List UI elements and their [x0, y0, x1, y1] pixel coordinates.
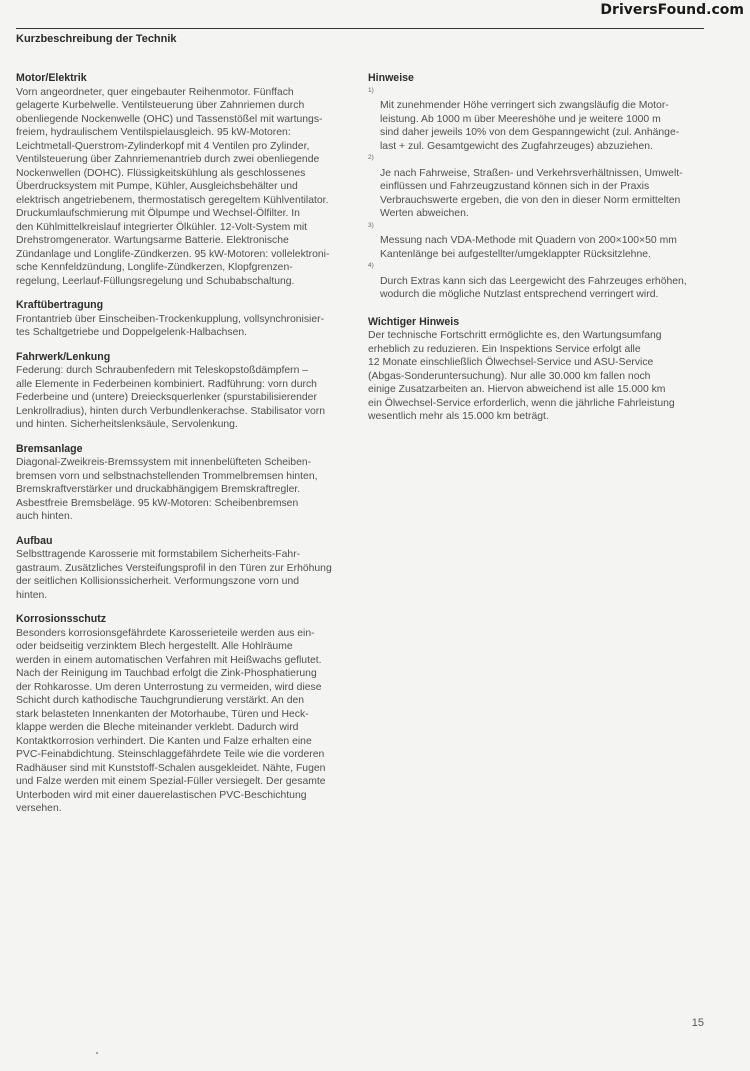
page-title: Kurzbeschreibung der Technik	[16, 33, 177, 45]
footnote	[368, 221, 704, 262]
right-column	[368, 72, 704, 435]
footnote-text: Durch Extras kann sich das Leergewicht des Fahrzeuges erhöhen, wodurch die mögliche Nutzlast entsprechend verringert wird.	[380, 275, 687, 300]
footnote	[368, 261, 704, 302]
footnote-text: Messung nach VDA-Methode mit Quadern von 200×100×50 mm Kantenlänge bei aufgestellter/umgeklappter Rücksitzlehne.	[380, 235, 677, 260]
page-number: 15	[691, 1017, 704, 1029]
footnote-marker: 1)	[368, 86, 374, 94]
section-kraftuebertragung	[16, 299, 354, 340]
left-column	[16, 72, 354, 827]
section-fahrwerk-lenkung	[16, 351, 354, 432]
section-hinweise	[368, 72, 704, 302]
scan-speck	[96, 1052, 98, 1054]
section-text: Diagonal-Zweikreis-Bremssystem mit innenbelüfteten Scheiben- bremsen vorn und selbstnachstellenden Trommelbremsen hinten, Bremskraftverstärker und druckabhängigem Bremskraftregler. Asbestfreie Bremsbeläge. 95 kW-Motoren: Scheibenbremsen auch hinten.	[16, 457, 318, 522]
site-watermark: DriversFound.com	[600, 2, 744, 18]
section-bremsanlage	[16, 443, 354, 524]
section-text: Der technische Fortschritt ermöglichte es, den Wartungsumfang erheblich zu reduzieren. Ein Inspektions Service erfolgt alle 12 Monate einschließlich Ölwechsel-Service und ASU-Service (Abgas-Sonderuntersuchung). Nur alle 30.000 km fallen noch einige Zusatzarbeiten an. Hiervon abweichend ist alle 15.000 km ein Ölwechsel-Service erforderlich, wenn die jährliche Fahrleistung wesentlich mehr als 15.000 km beträgt.	[368, 330, 675, 422]
section-heading: Aufbau	[16, 534, 53, 547]
section-heading: Motor/Elektrik	[16, 72, 87, 84]
footnote-marker: 3)	[368, 221, 374, 229]
footnote-text: Je nach Fahrweise, Straßen- und Verkehrsverhältnissen, Umwelt- einflüssen und Fahrzeugzustand können sich in der Praxis Verbrauchswerte ergeben, die von den in dieser Norm ermittelten Werten abweichen.	[380, 167, 683, 219]
footnote	[368, 86, 704, 154]
section-text: Besonders korrosionsgefährdete Karosserieteile werden aus ein- oder beidseitig verzinktem Blech hergestellt. Alle Hohlräume werden in einem automatischen Verfahren mit Heißwachs geflutet. Nach der Reinigung im Tauchbad erfolgt die Zink-Phosphatierung der Rohkarosse. Um deren Unterrostung zu vermeiden, wird diese Schicht durch kathodische Tauchgrundierung verstärkt. An den stark belasteten Innenkanten der Motorhaube, Türen und Heck- klappe werden die Bleche miteinander verklebt. Dadurch wird Kontaktkorrosion verhindert. Die Kanten und Falze erhalten eine PVC-Feinabdichtung. Steinschlaggefährdete Teile wie die vorderen Radhäuser sind mit Kunststoff-Schalen ausgekleidet. Nähte, Fugen und Falze werden mit einem Spezial-Füller versiegelt. Der gesamte Unterboden wird mit einer dauerelastischen PVC-Beschichtung versehen.	[16, 627, 326, 814]
section-text: Selbsttragende Karosserie mit formstabilem Sicherheits-Fahr- gastraum. Zusätzliches Versteifungsprofil in den Türen zur Erhöhung der seitlichen Kollisionssicherheit. Verformungszone vorn und hinten.	[16, 549, 332, 601]
section-heading: Korrosionsschutz	[16, 613, 107, 625]
section-text: Frontantrieb über Einscheiben-Trockenkupplung, vollsynchronisier- tes Schaltgetriebe und Doppelgelenk-Halbachsen.	[16, 313, 325, 338]
section-aufbau	[16, 535, 354, 603]
footnote	[368, 153, 704, 221]
section-motor-elektrik	[16, 72, 354, 288]
footnote-marker: 2)	[368, 154, 374, 161]
footnote-marker: 4)	[368, 262, 374, 269]
section-heading: Hinweise	[368, 72, 414, 84]
section-text: Federung: durch Schraubenfedern mit Teleskopstoßdämpfern – alle Elemente in Federbeinen kombiniert. Radführung: vorn durch Federbeine und (untere) Dreiecksquerlenker (spurstabilisierender Lenkrollradius), hinten durch Verbundlenkerachse. Stabilisator vorn und hinten. Sicherheitslenksäule, Servolenkung.	[16, 365, 326, 430]
section-heading: Bremsanlage	[16, 442, 83, 455]
page-header	[16, 28, 704, 45]
section-heading: Wichtiger Hinweis	[368, 315, 460, 328]
footnote-text: Mit zunehmender Höhe verringert sich zwangsläufig die Motor- leistung. Ab 1000 m über Meereshöhe und je weitere 1000 m sind daher jeweils 10% von dem Gespanngewicht (zul. Anhänge- last + zul. Gesamtgewicht des Zugfahrzeuges) abzuziehen.	[380, 100, 680, 152]
section-heading: Fahrwerk/Lenkung	[16, 350, 111, 363]
section-heading: Kraftübertragung	[16, 299, 104, 311]
section-korrosionsschutz	[16, 613, 354, 816]
section-text: Vorn angeordneter, quer eingebauter Reihenmotor. Fünffach gelagerte Kurbelwelle. Ventilsteuerung über Zahnriemen durch obenliegende Nockenwelle (OHC) und Tassenstößel mit wartungs- freiem, hydraulischem Ventilspielausgleich. 95 kW-Motoren: Leichtmetall-Querstrom-Zylinderkopf mit 4 Ventilen pro Zylinder, Ventilsteuerung über Zahnriemenantrieb durch zwei obenliegende Nockenwellen (DOHC). Flüssigkeitskühlung als geschlossenes Überdrucksystem mit Pumpe, Kühler, Ausgleichsbehälter und elektrisch angetriebenem, thermostatisch geregeltem Kühlventilator. Druckumlaufschmierung mit Ölpumpe und Wechsel-Ölfilter. In den Kühlmittelkreislauf integrierter Ölkühler. 12-Volt-System mit Drehstromgenerator. Wartungsarme Batterie. Elektronische Zündanlage und Longlife-Zündkerzen. 95 kW-Motoren: vollelektroni- sche Kennfeldzündung, Longlife-Zündkerzen, Klopfgrenzen- regelung, Leerlauf-Füllungsregelung und Schubabschaltung.	[16, 86, 330, 287]
section-wichtiger-hinweis	[368, 316, 704, 424]
